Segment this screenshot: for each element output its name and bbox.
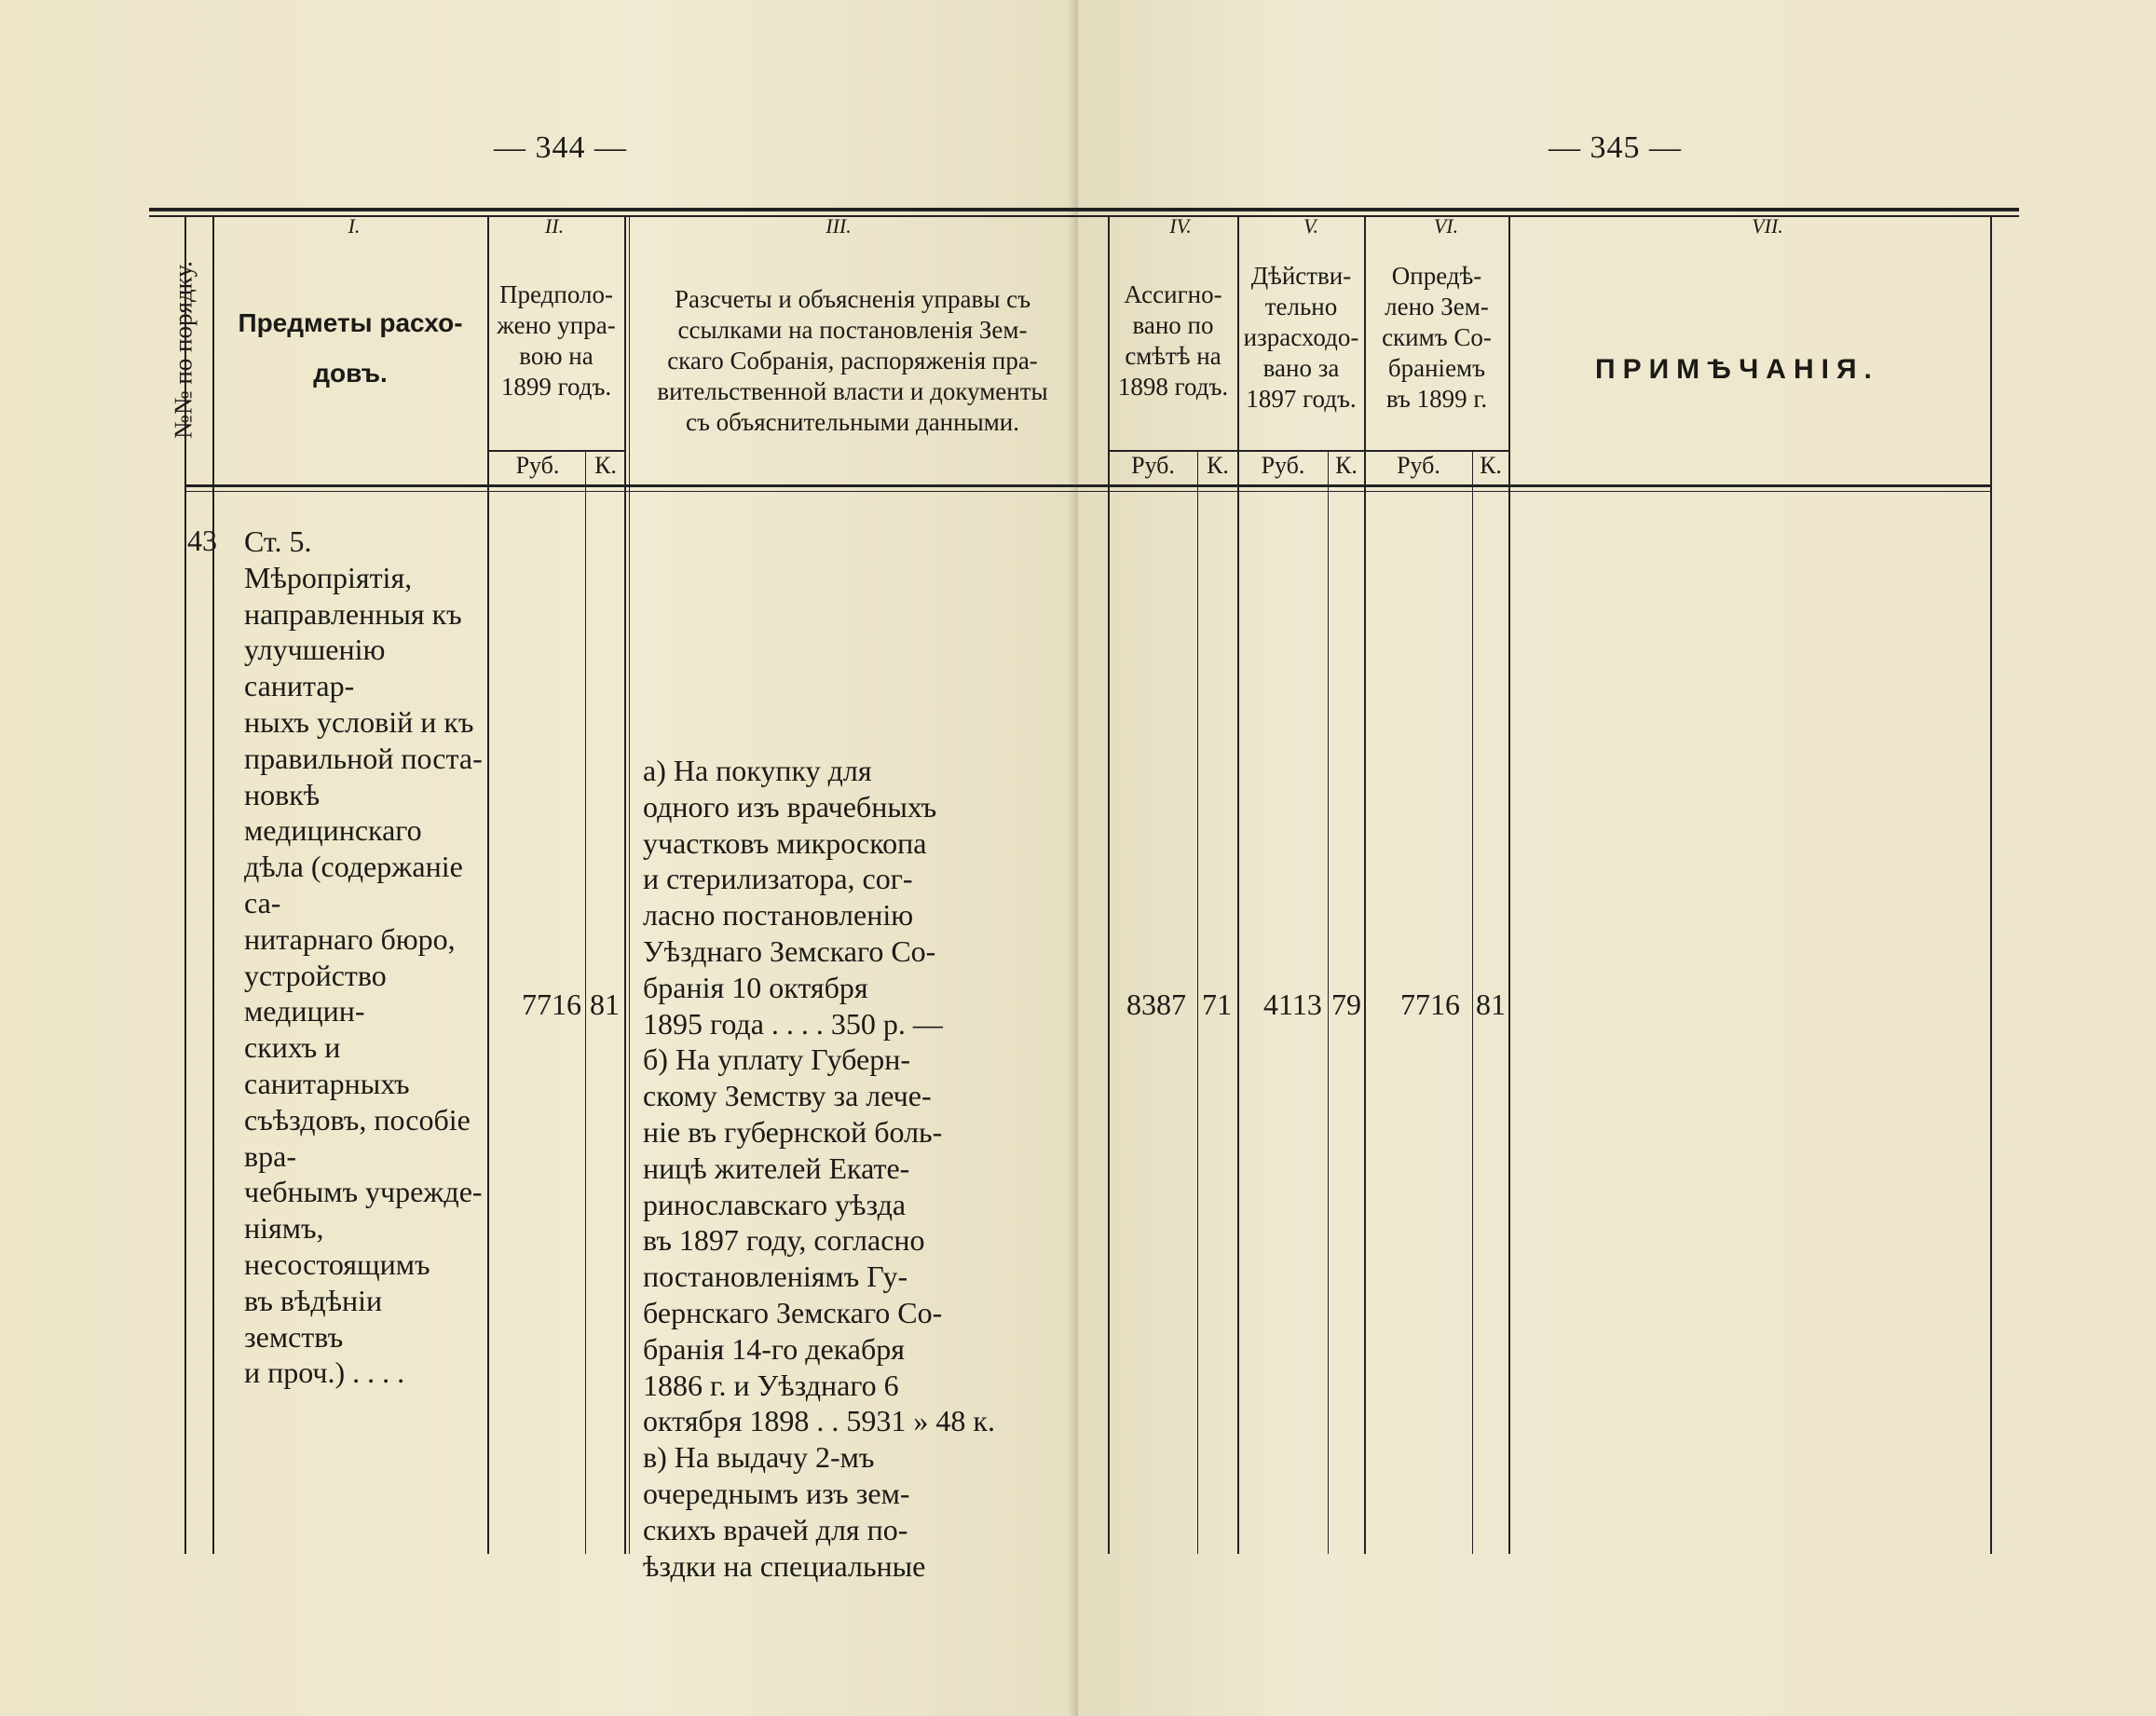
actual-kop: 79 [1331,987,1361,1021]
row-number: 43 [187,524,217,557]
col-number-7: VII. [1752,214,1783,238]
col-line [1237,217,1239,1554]
rub-unit: Руб. [1261,452,1305,479]
right-page [1078,0,2156,1716]
col-number-4: IV. [1169,214,1192,238]
proposed-kop: 81 [590,987,620,1021]
col-line-kop [1197,452,1198,1554]
calculations-header: Разсчеты и объясненія управы съ ссылками на постановленія Зем- скаго Собранія, распоряженія пра- вительственной власти и документы съ объяснительными данными. [657,285,1048,436]
calculation-text: а) На покупку для одного изъ врачебныхъ участковъ микроскопа и стерилизатора, сог- ласно постановленію Уѣзднаго Земскаго Со- бранія 10 октября 1895 года . . . . 350 р. — б) На уплату Губерн- скому Земству за лече- ніе въ губернской боль- ницѣ жителей Екате- ринославскаго уѣзда въ 1897 году, согласно постановленіямъ Гу- бернскаго Земскаго Со- бранія 14-го декабря 1886 г. и Уѣзднаго 6 октября 1898 . . 5931 » 48 к. в) На выдачу 2-мъ очереднымъ изъ зем- скихъ врачей для по- ѣздки на специальные [643,754,995,1583]
col-line [1508,217,1510,1554]
kop-unit: К. [594,452,617,479]
header-bottom-rule [184,484,1078,487]
col-line [212,217,214,1554]
kop-unit: К. [1335,452,1358,479]
page-number: — 345 — [1549,130,1682,165]
top-rule [1078,208,2019,211]
row-number-header: №№ по порядку. [169,261,198,439]
actual-header: Дѣйстви- тельно израсходо- вано за 1897 годъ. [1243,262,1359,413]
col-line [487,217,489,1554]
items-header: Предметы расхо- довъ. [238,308,463,388]
kop-unit: К. [1207,452,1229,479]
col-line-kop [1328,452,1329,1554]
col-line [629,217,630,1554]
assigned-rub: 8387 [1126,987,1186,1021]
col-line [1108,217,1110,1554]
rub-unit: Руб. [1131,452,1175,479]
notes-header: ПРИМѢЧАНІЯ. [1595,354,1879,385]
col-line-kop [1472,452,1473,1554]
top-rule-thin [1078,215,2019,217]
item-description: Ст. 5. Мѣропріятія, направленныя къ улучшенію санитар- ныхъ условій и къ правильной поста- новкѣ медицинскаго дѣла (содержаніе са- нитарнаго бюро, устройство медицин- скихъ и санитарныхъ съѣздовъ, пособіе вра- чебнымъ учрежде- ніямъ, несостоящимъ въ вѣдѣніи земствъ и проч.) . . . . [244,524,483,1390]
col-number-5: V. [1303,214,1319,238]
approved-kop: 81 [1476,987,1506,1021]
col-number-1: I. [348,214,361,238]
page-number: — 344 — [494,130,627,165]
header-bottom-rule-thin [184,491,1078,492]
header-bottom-rule-thin [1078,491,1990,492]
col-line-kop [585,452,586,1554]
proposed-header: Предполо- жено упра- вою на 1899 годъ. [497,280,616,401]
col-number-2: II. [544,214,565,238]
col-line [624,217,626,1554]
top-rule-thin [149,215,1078,217]
col-number-6: VI. [1433,214,1459,238]
col-line [1364,217,1366,1554]
rub-unit: Руб. [1397,452,1440,479]
proposed-rub: 7716 [522,987,581,1021]
approved-header: Опредѣ- лено Зем- скимъ Со- браніемъ въ 1899 г. [1382,262,1492,413]
col-number-3: III. [826,214,852,238]
col-line [1990,217,1992,1554]
actual-rub: 4113 [1263,987,1322,1021]
top-rule [149,208,1078,211]
kop-unit: К. [1480,452,1502,479]
rub-unit: Руб. [515,452,560,479]
assigned-kop: 71 [1202,987,1232,1021]
approved-rub: 7716 [1400,987,1460,1021]
header-bottom-rule [1078,484,1990,487]
assigned-header: Ассигно- вано по смѣтѣ на 1898 годъ. [1117,280,1229,401]
